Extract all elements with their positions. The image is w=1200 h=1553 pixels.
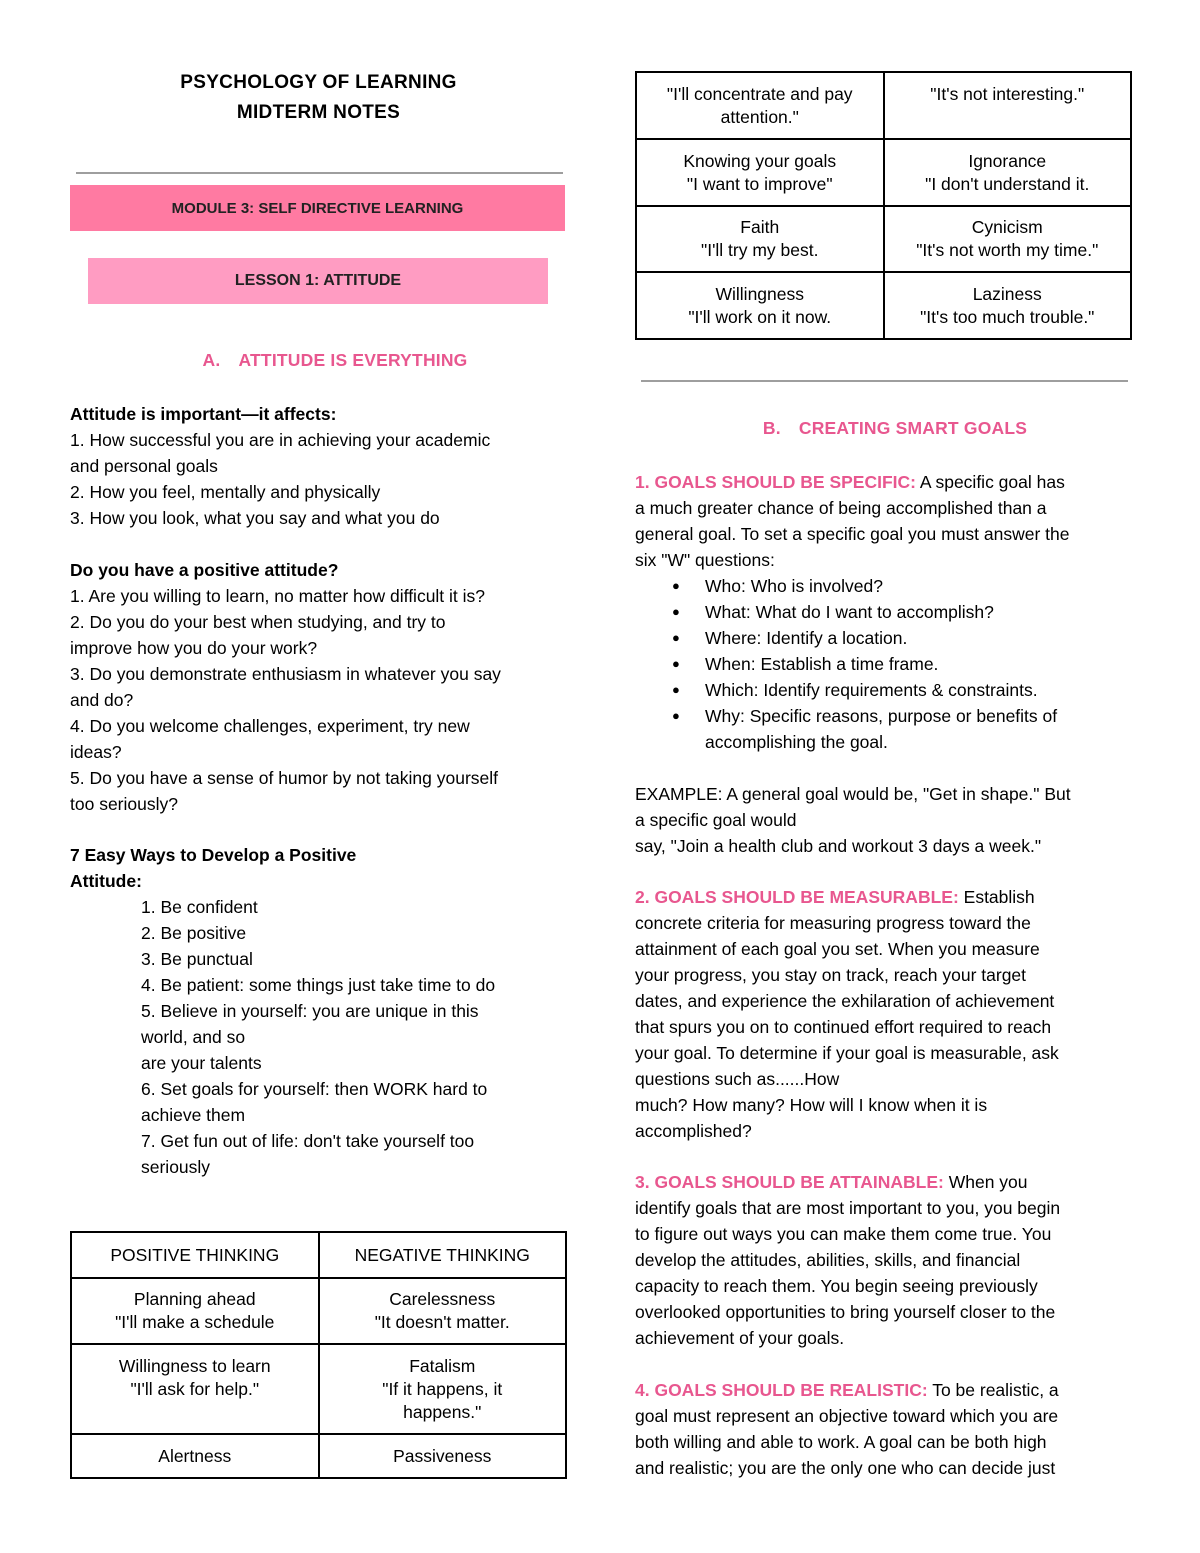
cell-line: Faith	[740, 217, 780, 237]
list-item: and personal goals	[70, 456, 218, 476]
paragraph-line: your goal. To determine if your goal is measurable, ask	[635, 1043, 1059, 1063]
cell-line: "I'll ask for help."	[130, 1379, 260, 1399]
section-a-title: ATTITUDE IS EVERYTHING	[238, 350, 468, 370]
table-cell	[636, 272, 884, 339]
list-item	[635, 625, 1145, 651]
bullet-text: What: What do I want to accomplish?	[705, 602, 994, 622]
thinking-table-continued	[635, 71, 1132, 340]
goal-1-text: A specific goal has	[916, 472, 1065, 492]
table-row	[71, 1434, 566, 1478]
list-item: 4. Do you welcome challenges, experiment, try new	[70, 716, 470, 736]
list-item: 5. Believe in yourself: you are unique in this	[141, 1001, 479, 1021]
paragraph-line: much? How many? How will I know when it is	[635, 1095, 988, 1115]
list-item: world, and so	[141, 1027, 246, 1047]
paragraph-line: a specific goal would	[635, 810, 797, 830]
cell-line: "I don't understand it.	[925, 173, 1090, 194]
paragraph-line: concrete criteria for measuring progress toward the	[635, 913, 1031, 933]
cell-line: attention."	[720, 106, 799, 127]
module-banner: MODULE 3: SELF DIRECTIVE LEARNING	[70, 185, 565, 231]
section-b-title: CREATING SMART GOALS	[798, 418, 1028, 438]
cell-line: Cynicism	[971, 217, 1043, 237]
lesson-banner: LESSON 1: ATTITUDE	[88, 258, 548, 304]
bullet-text: Where: Identify a location.	[705, 628, 908, 648]
list-item: 1. Are you willing to learn, no matter how difficult it is?	[70, 586, 486, 606]
cell-line: "I'll concentrate and pay	[666, 83, 853, 104]
bullet-text: Which: Identify requirements & constraints.	[705, 680, 1038, 700]
table-cell	[71, 1344, 319, 1434]
paragraph-line: overlooked opportunities to bring yourself closer to the	[635, 1302, 1056, 1322]
table-cell	[71, 1434, 319, 1478]
paragraph-line: accomplished?	[635, 1121, 752, 1141]
paragraph-line: goal must represent an objective toward which you are	[635, 1406, 1059, 1426]
list-item: and do?	[70, 690, 134, 710]
paragraph-line: general goal. To set a specific goal you must answer the	[635, 524, 1070, 544]
attitude-important-block	[70, 401, 580, 531]
paragraph-line: both willing and able to work. A goal can be both high	[635, 1432, 1047, 1452]
important-heading: Attitude is important—it affects:	[70, 404, 337, 424]
table-row	[636, 139, 1131, 206]
table-cell	[884, 206, 1132, 272]
paragraph-line: a much greater chance of being accomplished than a	[635, 498, 1047, 518]
bullet-text: When: Establish a time frame.	[705, 654, 939, 674]
list-item-continued	[635, 729, 1145, 755]
section-b-letter: B.	[762, 418, 781, 438]
list-item: too seriously?	[70, 794, 178, 814]
goal-realistic-block	[635, 1377, 1145, 1481]
goal-1-label: 1. GOALS SHOULD BE SPECIFIC:	[635, 472, 916, 492]
goal-2-text: Establish	[958, 887, 1035, 907]
bullet-text: Who: Who is involved?	[705, 576, 883, 596]
table-cell	[636, 139, 884, 206]
paragraph-line: say, "Join a health club and workout 3 days a week."	[635, 836, 1042, 856]
paragraph-line: six "W" questions:	[635, 550, 775, 570]
paragraph-line: to figure out ways you can make them come true. You	[635, 1224, 1052, 1244]
cell-line: Knowing your goals	[683, 150, 837, 171]
list-item: are your talents	[141, 1053, 262, 1073]
w-questions-list	[635, 573, 1145, 755]
list-item	[635, 703, 1145, 729]
goal-4-label: 4. GOALS SHOULD BE REALISTIC:	[635, 1380, 928, 1400]
cell-line: "I'll work on it now.	[688, 306, 832, 327]
paragraph-line: EXAMPLE: A general goal would be, "Get in shape." But	[635, 784, 1071, 804]
cell-line: "I want to improve"	[686, 173, 833, 194]
cell-line: "I'll make a schedule	[115, 1312, 275, 1332]
cell-line: Carelessness	[389, 1289, 496, 1309]
cell-line: "It's not interesting."	[930, 84, 1085, 104]
list-item	[635, 677, 1145, 703]
cell-line: "It's too much trouble."	[920, 306, 1095, 327]
seven-ways-block	[70, 842, 580, 1180]
paragraph-line: dates, and experience the exhilaration of achievement	[635, 991, 1055, 1011]
list-item: 3. How you look, what you say and what you do	[70, 508, 440, 528]
paragraph-line: and realistic; you are the only one who can decide just	[635, 1458, 1056, 1478]
list-item: 3. Do you demonstrate enthusiasm in whatever you say	[70, 664, 501, 684]
ways-list	[70, 894, 580, 1180]
table-cell	[319, 1278, 567, 1344]
title-line-1: PSYCHOLOGY OF LEARNING	[180, 72, 457, 93]
divider	[641, 380, 1128, 382]
goal-2-label: 2. GOALS SHOULD BE MEASURABLE:	[635, 887, 959, 907]
bullet-icon: ●	[672, 708, 680, 723]
list-item	[635, 651, 1145, 677]
table-cell	[884, 272, 1132, 339]
cell-line: Alertness	[158, 1445, 232, 1466]
bullet-text: accomplishing the goal.	[705, 732, 888, 752]
table-row	[71, 1344, 566, 1434]
paragraph-line: capacity to reach them. You begin seeing previously	[635, 1276, 1038, 1296]
cell-line: Planning ahead	[133, 1289, 256, 1309]
list-item	[635, 573, 1145, 599]
list-item: 5. Do you have a sense of humor by not taking yourself	[70, 768, 499, 788]
list-item: 1. How successful you are in achieving your academic	[70, 430, 491, 450]
list-item: 6. Set goals for yourself: then WORK hard to	[141, 1079, 488, 1099]
table-row	[636, 272, 1131, 339]
table-cell	[71, 1278, 319, 1344]
paragraph-line: identify goals that are most important to you, you begin	[635, 1198, 1061, 1218]
table-row	[71, 1278, 566, 1344]
list-item: 2. How you feel, mentally and physically	[70, 482, 381, 502]
list-item: achieve them	[141, 1105, 246, 1125]
list-item: 4. Be patient: some things just take time to do	[141, 975, 496, 995]
list-item: 3. Be punctual	[141, 949, 253, 969]
cell-line: "It doesn't matter.	[374, 1312, 510, 1332]
paragraph-line: develop the attitudes, abilities, skills, and financial	[635, 1250, 1021, 1270]
table-cell	[636, 72, 884, 139]
goal-3-text: When you	[943, 1172, 1028, 1192]
section-b-heading	[635, 418, 1155, 439]
paragraph-line: questions such as......How	[635, 1069, 840, 1089]
cell-line: Willingness	[715, 283, 804, 304]
cell-line: Ignorance	[968, 150, 1047, 171]
goal-4-text: To be realistic, a	[927, 1380, 1059, 1400]
table-row	[636, 206, 1131, 272]
list-item: seriously	[141, 1157, 211, 1177]
table-header-row	[71, 1232, 566, 1278]
bullet-icon: ●	[672, 682, 680, 697]
table-cell	[636, 206, 884, 272]
thinking-table	[70, 1231, 567, 1479]
cell-line: "It's not worth my time."	[916, 240, 1099, 260]
bullet-icon: ●	[672, 604, 680, 619]
list-item: 2. Be positive	[141, 923, 247, 943]
cell-line: "If it happens, it	[382, 1379, 503, 1399]
goal-specific-block	[635, 469, 1145, 755]
list-item: ideas?	[70, 742, 122, 762]
cell-line: Willingness to learn	[118, 1356, 271, 1376]
list-item: 1. Be confident	[141, 897, 258, 917]
list-item	[635, 599, 1145, 625]
ways-heading-1: 7 Easy Ways to Develop a Positive	[70, 845, 357, 865]
example-block	[635, 781, 1145, 859]
table-header-cell: NEGATIVE THINKING	[319, 1232, 567, 1278]
list-item: 7. Get fun out of life: don't take yourself too	[141, 1131, 475, 1151]
paragraph-line: your progress, you stay on track, reach your target	[635, 965, 1027, 985]
goal-measurable-block	[635, 884, 1145, 1144]
bullet-icon: ●	[672, 630, 680, 645]
cell-line: Laziness	[972, 283, 1042, 304]
section-a-heading	[70, 350, 600, 371]
paragraph-line: achievement of your goals.	[635, 1328, 845, 1348]
table-cell	[319, 1434, 567, 1478]
cell-line: Passiveness	[393, 1445, 492, 1466]
positive-attitude-block	[70, 557, 580, 817]
positive-heading: Do you have a positive attitude?	[70, 560, 339, 580]
bullet-text: Why: Specific reasons, purpose or benefits of	[705, 706, 1058, 726]
table-cell	[884, 139, 1132, 206]
goal-attainable-block	[635, 1169, 1145, 1351]
list-item: 2. Do you do your best when studying, and try to	[70, 612, 446, 632]
bullet-icon: ●	[672, 578, 680, 593]
bullet-icon: ●	[672, 656, 680, 671]
cell-line: "I'll try my best.	[701, 240, 819, 260]
ways-heading-2: Attitude:	[70, 871, 142, 891]
list-item: improve how you do your work?	[70, 638, 318, 658]
title-line-2: MIDTERM NOTES	[236, 102, 401, 123]
page-title	[70, 68, 567, 128]
paragraph-line: attainment of each goal you set. When you measure	[635, 939, 1040, 959]
goal-3-label: 3. GOALS SHOULD BE ATTAINABLE:	[635, 1172, 944, 1192]
cell-line: happens."	[403, 1402, 482, 1422]
cell-line: Fatalism	[409, 1356, 476, 1376]
table-cell	[319, 1344, 567, 1434]
table-cell	[884, 72, 1132, 139]
paragraph-line: that spurs you on to continued effort required to reach	[635, 1017, 1052, 1037]
section-a-letter: A.	[202, 350, 221, 370]
table-header-cell: POSITIVE THINKING	[71, 1232, 319, 1278]
table-row	[636, 72, 1131, 139]
divider	[76, 172, 563, 174]
